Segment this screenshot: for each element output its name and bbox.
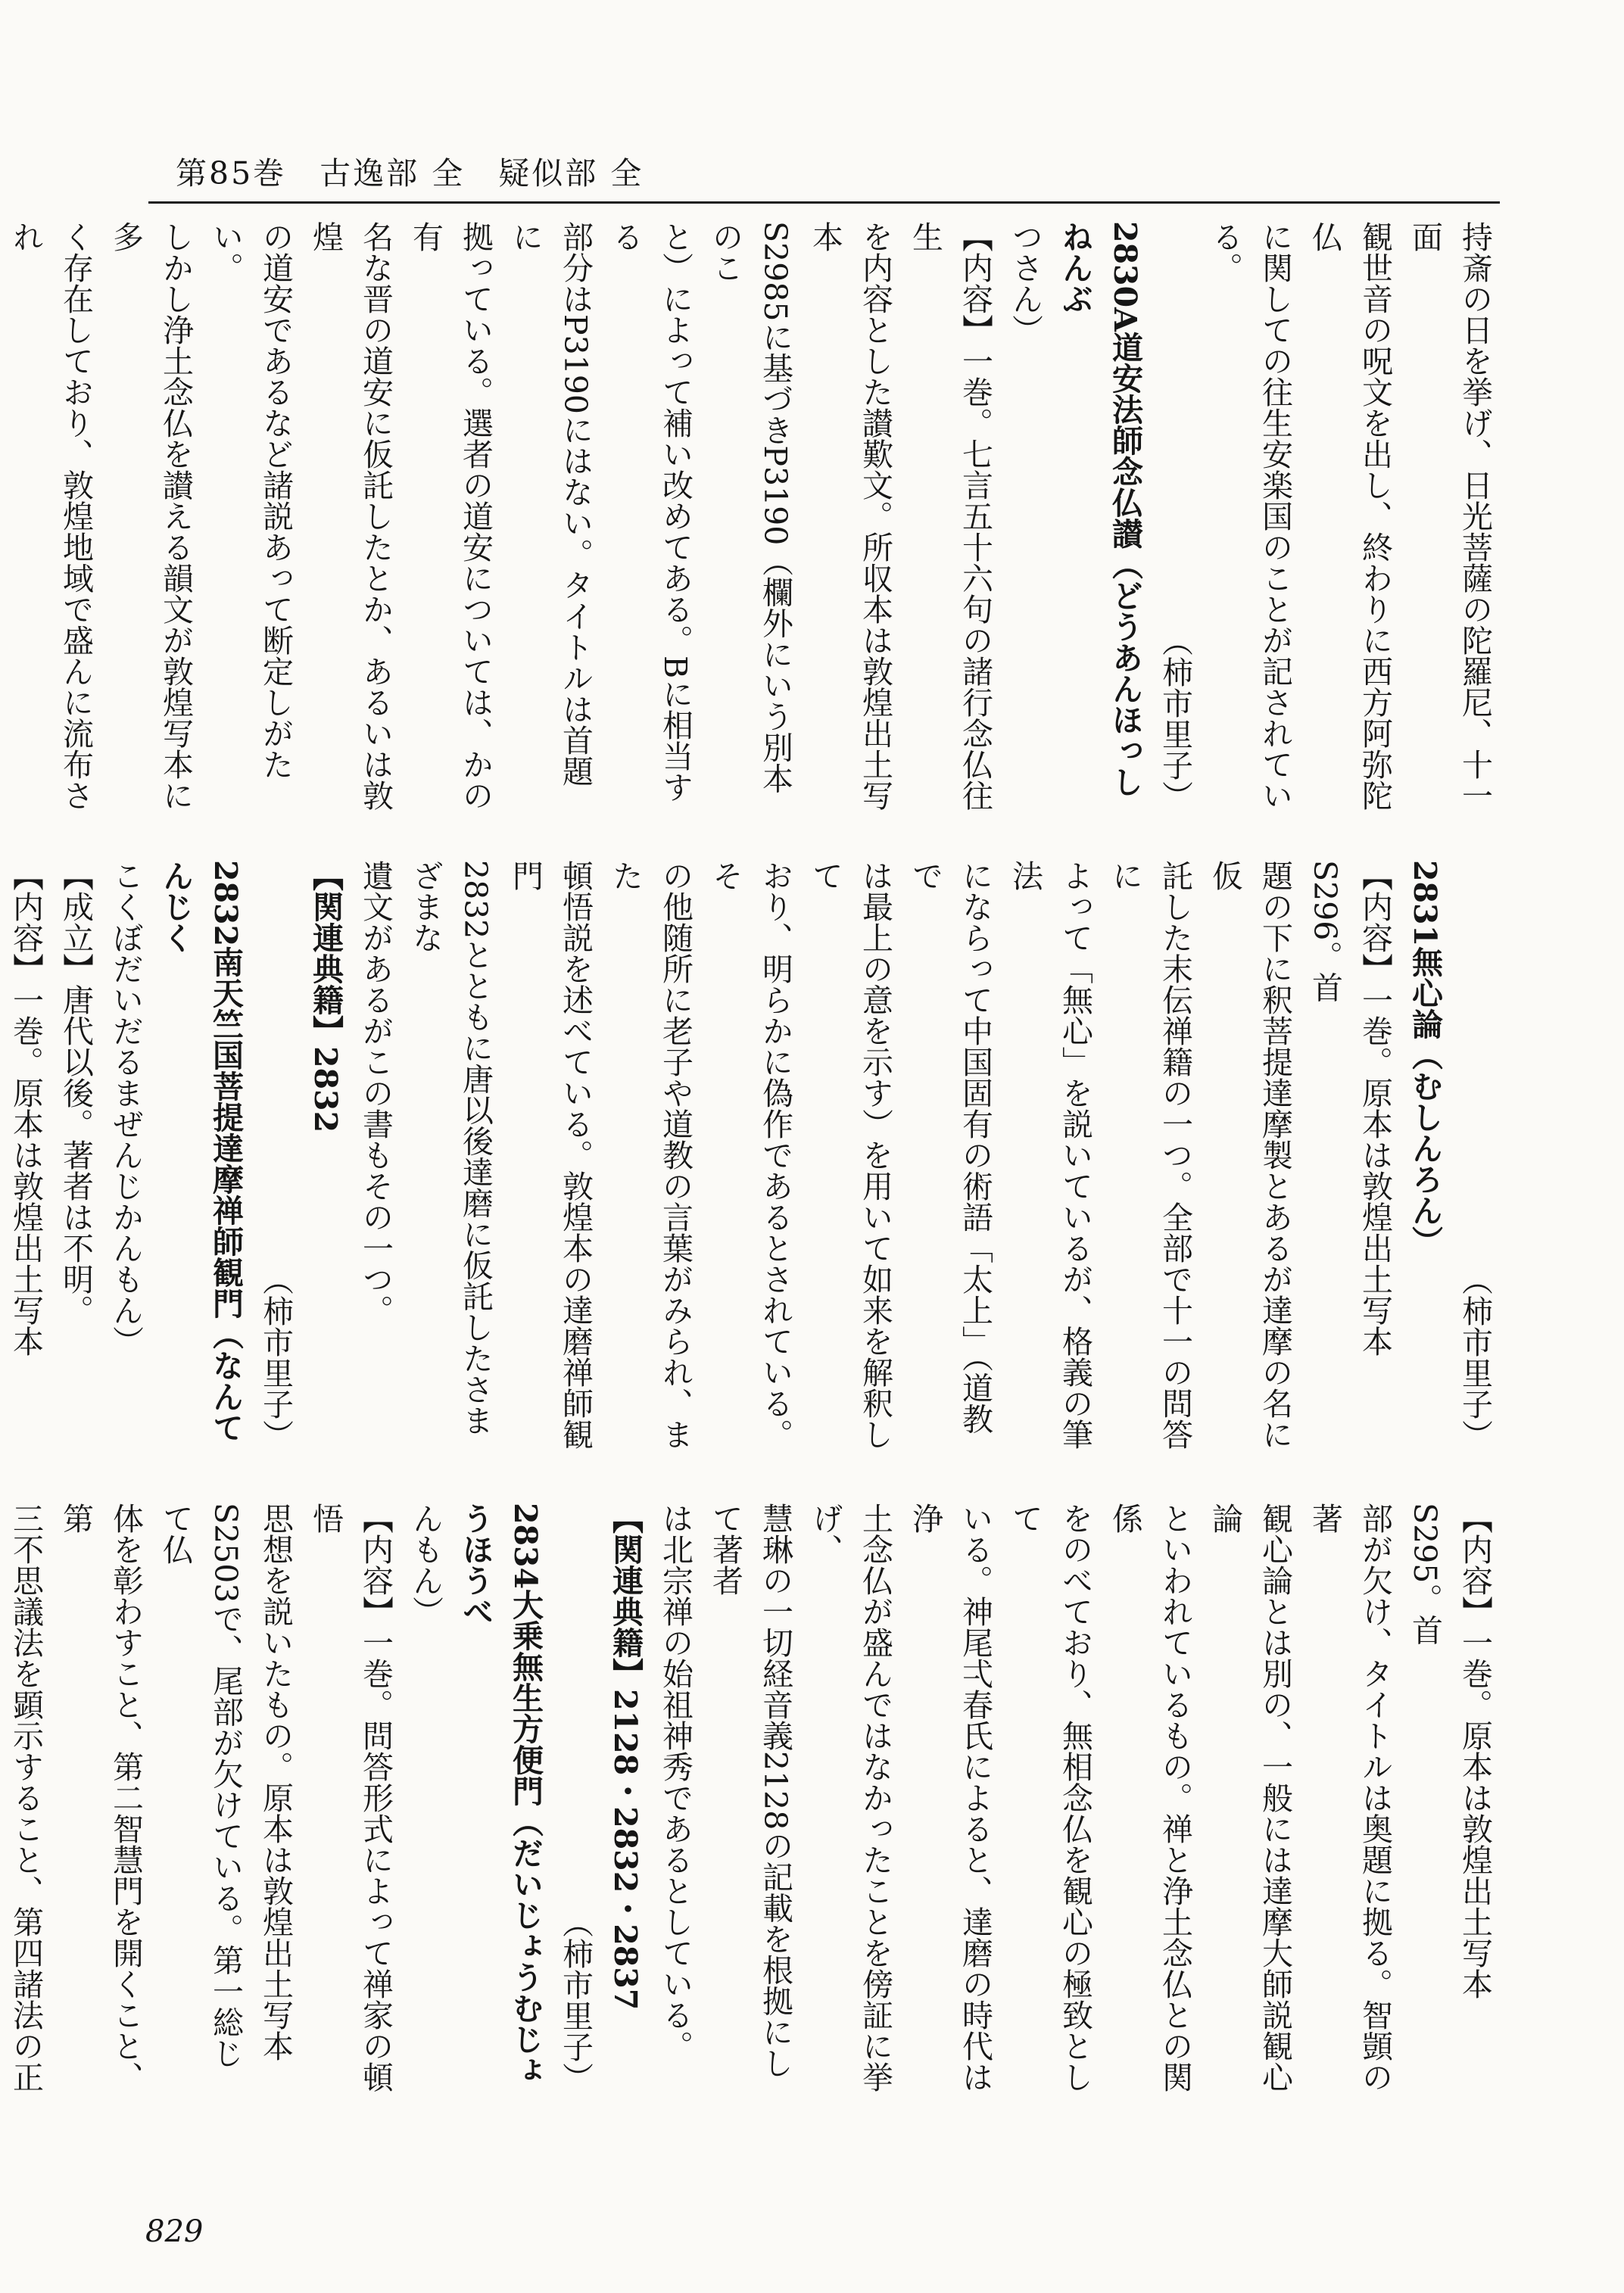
tier2-line: 頓悟説を述べている。敦煌本の達磨禅師観門 [507,860,594,1450]
tier1-line: つさん） [1007,221,1043,345]
entry-heading-2831: 2831無心論（むしんろん） [1407,860,1443,1257]
tier1-line: 名な晋の道安に仮託したとか、あるいは敦煌 [307,221,394,811]
tier2-line: 題の下に釈菩提達摩製とあるが達摩の名に仮 [1207,860,1293,1450]
tier2-line: よって「無心」を説いているが、格義の筆法 [1007,860,1093,1450]
tier3-line: S2503で、尾部が欠けている。第一総じて仏 [157,1503,244,2069]
tier2-line: こくぼだいだるまぜんじかんもん） [108,860,144,1357]
tier1-line: に関しての往生安楽国のことが記されている。 [1207,221,1293,811]
tier3-line: んもん） [407,1503,444,1627]
tier1-line [0,221,1,812]
text-tier-3 [8,1503,1500,2093]
tier1-line: 【内容】一巻。七言五十六句の諸行念仏往生 [907,221,993,811]
tier1-line: 観世音の呪文を出し、終わりに西方阿弥陀仏 [1307,221,1393,811]
tier3-line: をのべており、無相念仏を観心の極致として [1007,1503,1093,2092]
tier2-line: の他随所に老子や道教の言葉がみられ、また [607,860,694,1450]
tier3-line: 思想を説いたもの。原本は敦煌出土写本 [257,1503,294,2061]
related-texts: 【関連典籍】2128・2832・2837 [607,1503,644,2011]
tier1-line: く存在しており、敦煌地域で盛んに流布され [8,221,94,811]
tier3-line: 【内容】一巻。問答形式によって禅家の頓悟 [307,1503,394,2092]
credit: （柿市里子） [557,1907,594,2093]
tier3-line: 【内容】一巻。原本は敦煌出土写本S295。首 [1407,1503,1493,1999]
tier1-line: 持斎の日を挙げ、日光菩薩の陀羅尼、十一面 [1407,221,1493,811]
tier3-line: 三不思議法を顕示すること、第四諸法の正 [8,1503,44,2092]
tier3-line: 慧琳の一切経音義2128の記載を根拠にして著者 [707,1503,793,2079]
running-header: 第85巻 古逸部 全 疑似部 全 [176,155,644,192]
tier1-line: 部分はP3190にはない。タイトルは首題に [507,221,594,787]
tier2-line: は最上の意を示す）を用いて如来を解釈して [807,860,893,1450]
credit: （柿市里子） [1157,625,1193,812]
text-tier-1 [8,221,1500,812]
entry-heading-2832: 2832南天竺国菩提達摩禅師観門（なんてんじく [157,860,244,1444]
entry-heading-2830a: 2830A道安法師念仏讃（どうあんほっしねんぶ [1057,221,1143,797]
tier1-line: S2985に基づきP3190（欄外にいう別本のこ [707,221,793,794]
tier1-line: の道安であるなど諸説あって断定しがたい。 [207,221,294,780]
tier2-line: 【成立】唐代以後。著者は不明。 [58,860,94,1326]
tier1-line: と）によって補い改めてある。Bに相当する [607,221,694,803]
tier1-line: しかし浄土念仏を讃える韻文が敦煌写本に多 [108,221,194,811]
tier3-line: 体を彰わすこと、第二智慧門を開くこと、第 [58,1503,144,2092]
entry-heading-2834: 2834大乗無生方便門（だいじょうむじょうほうべ [457,1503,544,2086]
text-tier-2 [8,860,1500,1450]
tier2-line: 託した末伝禅籍の一つ。全部で十一の問答に [1107,860,1193,1450]
tier2-line: 【内容】一巻。原本は敦煌出土写本S296。首 [1307,860,1393,1357]
tier2-line: にならって中国固有の術語「太上」（道教で [907,860,993,1435]
tier3-line: 土念仏が盛んではなかったことを傍証に挙げ、 [807,1503,893,2092]
page-number: 829 [145,2214,204,2249]
tier2-line: 【内容】一巻。原本は敦煌出土写本 [8,860,44,1357]
tier3-line: 観心論とは別の、一般には達摩大師説観心論 [1207,1503,1293,2092]
credit: （柿市里子） [1457,1264,1493,1450]
tier2-line: 2832とともに唐以後達磨に仮託したさまざまな [407,860,494,1436]
related-texts: 【関連典籍】2832 [307,860,344,1133]
header-rule [148,201,1500,204]
tier3-line: は北宗禅の始祖神秀であるとしている。 [657,1503,694,2061]
tier2-line: おり、明らかに偽作であるとされている。そ [707,860,793,1450]
tier3-line: いる。神尾弌春氏によると、達磨の時代は浄 [907,1503,993,2092]
tier1-line: 拠っている。選者の道安については、かの有 [407,221,494,811]
tier3-line: といわれているもの。禅と浄土念仏との関係 [1107,1503,1193,2092]
tier2-line: 遺文があるがこの書もその一つ。 [357,860,394,1326]
credit: （柿市里子） [257,1264,294,1450]
tier3-line: 部が欠け、タイトルは奥題に拠る。智顗の著 [1307,1503,1393,2092]
tier1-line: を内容とした讃歎文。所収本は敦煌出土写本 [807,221,893,811]
